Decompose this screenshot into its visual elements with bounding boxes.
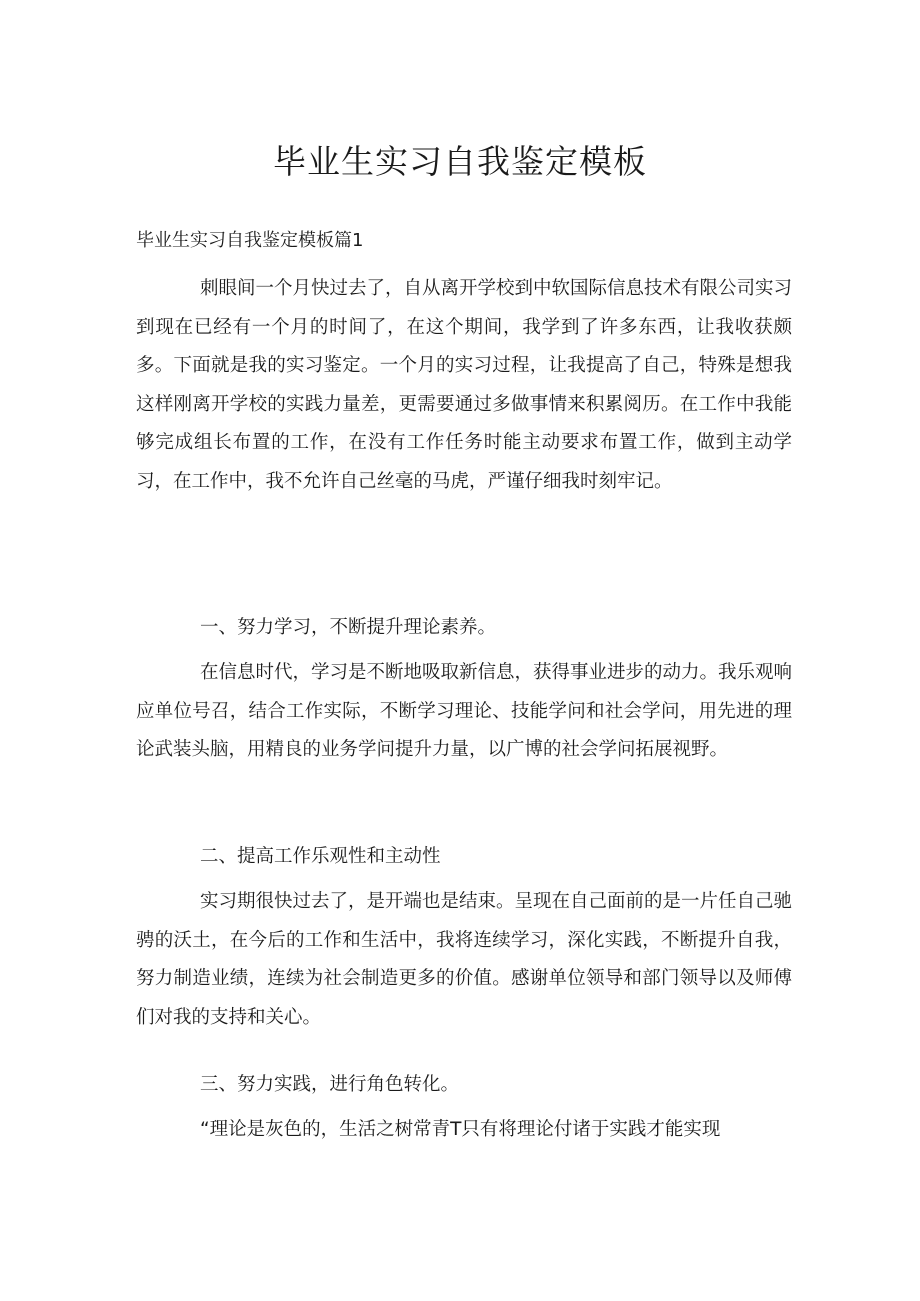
paragraph-practice: “理论是灰色的，生活之树常青T只有将理论付诸于实践才能实现 xyxy=(200,1119,721,1140)
paragraph-intro: 刺眼间一个月快过去了，自从离开学校到中软国际信息技术有限公司实习到现在已经有一个月的时间了，在这个期间，我学到了许多东西，让我收获颇多。下面就是我的实习鉴定。一个月的实习过程，让我提高了自己，特殊是想我这样刚离开学校的实践力量差，更需要通过多做事情来积累阅历。在工作中我能够完成组长布置的工作，在没有工作任务时能主动要求布置工作，做到主动学习，在工作中，我不允许自己丝毫的马虎，严谨仔细我时刻牢记。 xyxy=(136,278,793,492)
heading-study: 一、努力学习，不断提升理论素养。 xyxy=(200,617,497,638)
heading-practice: 三、努力实践，进行角色转化。 xyxy=(200,1074,460,1095)
section-title: 毕业生实习自我鉴定模板篇1 xyxy=(136,230,364,251)
heading-initiative: 二、提高工作乐观性和主动性 xyxy=(200,846,441,867)
document-title: 毕业生实习自我鉴定模板 xyxy=(273,142,647,181)
paragraph-initiative: 实习期很快过去了，是开端也是结束。呈现在自己面前的是一片任自己驰骋的沃土，在今后的工作和生活中，我将连续学习，深化实践，不断提升自我，努力制造业绩，连续为社会制造更多的价值。感谢单位领导和部门领导以及师傅们对我的支持和关心。 xyxy=(136,891,793,1028)
paragraph-study: 在信息时代，学习是不断地吸取新信息，获得事业进步的动力。我乐观响应单位号召，结合工作实际，不断学习理论、技能学问和社会学问，用先进的理论武装头脑，用精良的业务学问提升力量，以广博的社会学问拓展视野。 xyxy=(136,662,793,760)
